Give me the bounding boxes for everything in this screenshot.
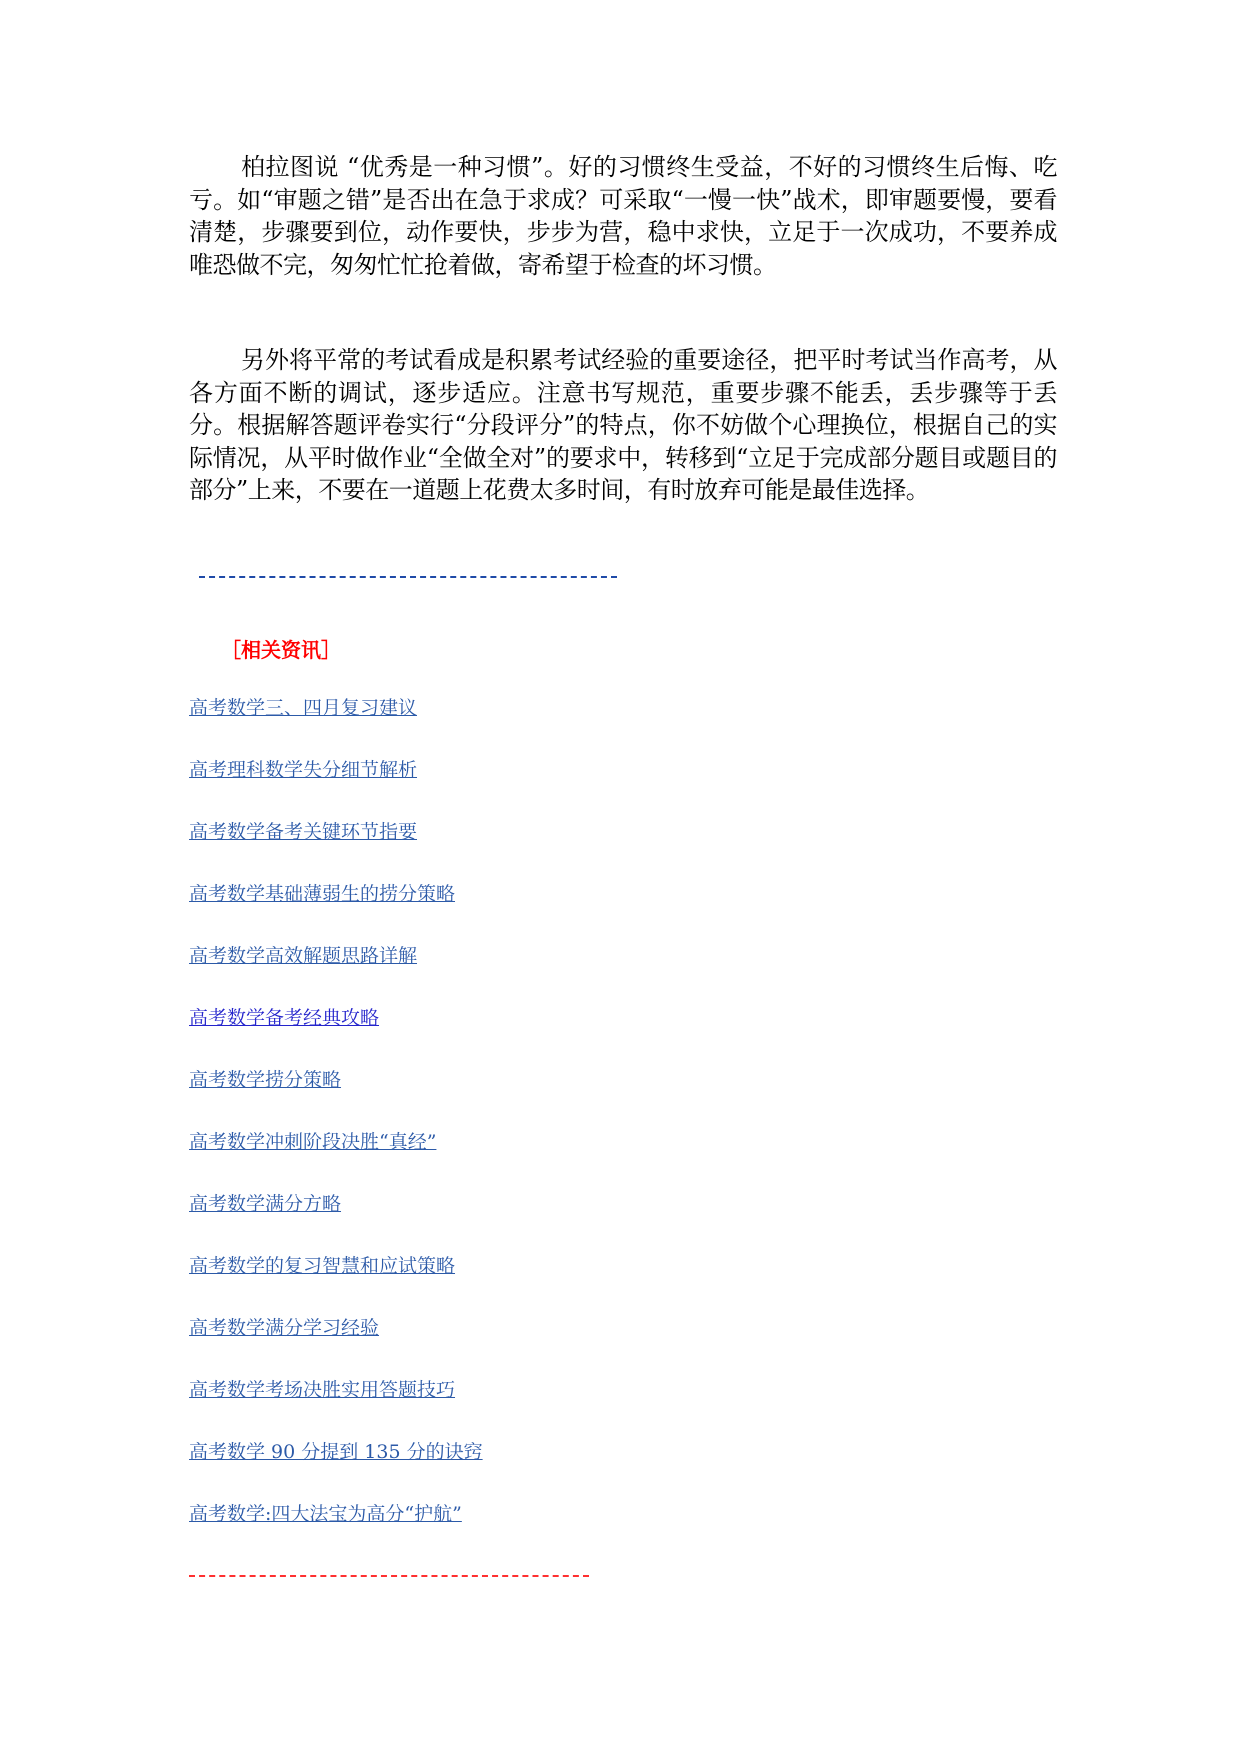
list-item	[189, 1316, 483, 1378]
list-item	[189, 696, 483, 758]
related-link[interactable]: 高考数学三、四月复习建议	[189, 697, 418, 719]
related-link[interactable]: 高考数学满分学习经验	[189, 1317, 380, 1339]
list-item	[189, 944, 483, 1006]
red-dashed-divider	[189, 1575, 589, 1577]
list-item	[189, 1192, 483, 1254]
related-link[interactable]: 高考数学备考经典攻略	[189, 1007, 380, 1029]
related-link[interactable]: 高考数学基础薄弱生的捞分策略	[189, 883, 456, 905]
list-item	[189, 1130, 483, 1192]
related-link[interactable]: 高考数学满分方略	[189, 1193, 342, 1215]
list-item	[189, 1068, 483, 1130]
related-link[interactable]: 高考理科数学失分细节解析	[189, 759, 418, 781]
related-link[interactable]: 高考数学考场决胜实用答题技巧	[189, 1379, 456, 1401]
related-link[interactable]: 高考数学:四大法宝为高分“护航”	[189, 1503, 462, 1525]
list-item	[189, 1440, 483, 1502]
related-link[interactable]: 高考数学高效解题思路详解	[189, 945, 418, 967]
list-item	[189, 1502, 483, 1564]
related-links-list	[189, 696, 483, 1564]
list-item	[189, 1378, 483, 1440]
blue-dashed-divider	[199, 576, 617, 578]
related-link[interactable]: 高考数学冲刺阶段决胜“真经”	[189, 1131, 437, 1153]
paragraph-habit: 柏拉图说 “优秀是一种习惯”。好的习惯终生受益，不好的习惯终生后悔、吃亏。如“审题之错”是否出在急于求成？可采取“一慢一快”战术，即审题要慢，要看清楚，步骤要到位，动作要快，步步为营，稳中求快，立足于一次成功，不要养成唯恐做不完，匆匆忙忙抢着做，寄希望于检查的坏习惯。	[189, 153, 1057, 279]
related-link[interactable]: 高考数学捞分策略	[189, 1069, 342, 1091]
list-item	[189, 1006, 483, 1068]
list-item	[189, 1254, 483, 1316]
list-item	[189, 882, 483, 944]
list-item	[189, 758, 483, 820]
paragraph-exam-experience: 另外将平常的考试看成是积累考试经验的重要途径，把平时考试当作高考，从各方面不断的调试，逐步适应。注意书写规范，重要步骤不能丢，丢步骤等于丢分。根据解答题评卷实行“分段评分”的特点，你不妨做个心理换位，根据自己的实际情况，从平时做作业“全做全对”的要求中，转移到“立足于完成部分题目或题目的部分”上来，不要在一道题上花费太多时间，有时放弃可能是最佳选择。	[189, 346, 1057, 505]
related-news-heading: ［相关资讯］	[221, 638, 341, 662]
related-link[interactable]: 高考数学 90 分提到 135 分的诀窍	[189, 1441, 483, 1463]
list-item	[189, 820, 483, 882]
related-link[interactable]: 高考数学的复习智慧和应试策略	[189, 1255, 456, 1277]
related-link[interactable]: 高考数学备考关键环节指要	[189, 821, 418, 843]
